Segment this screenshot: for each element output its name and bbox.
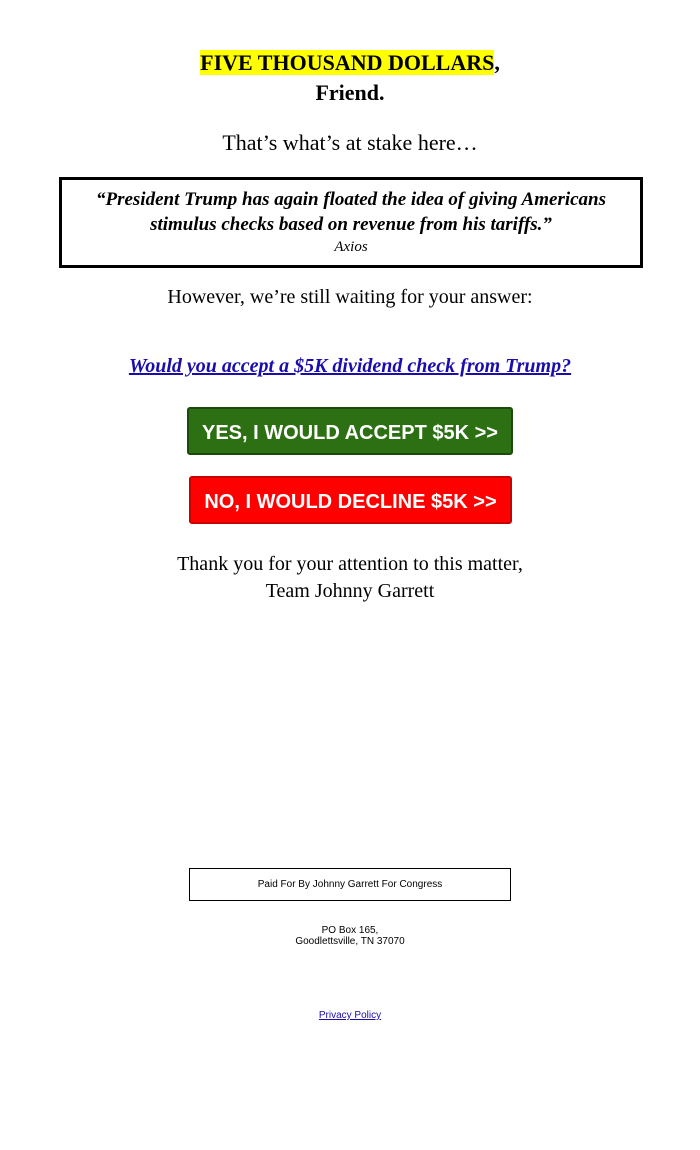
- privacy-policy-link[interactable]: Privacy Policy: [318, 1010, 382, 1021]
- paid-for-box: Paid For By Johnny Garrett For Congress: [189, 868, 511, 901]
- signoff-line1: Thank you for your attention to this matter,: [177, 553, 523, 575]
- accept-button[interactable]: YES, I WOULD ACCEPT $5K >>: [187, 407, 513, 455]
- headline-line2: Friend.: [315, 80, 385, 105]
- stake-text: That’s what’s at stake here…: [222, 130, 478, 155]
- headline-line1: [0, 48, 700, 78]
- headline-highlight: FIVE THOUSAND DOLLARS: [200, 50, 495, 75]
- address-line2: Goodlettsville, TN 37070: [295, 936, 405, 947]
- quote-source: Axios: [334, 239, 368, 255]
- quote-box: [59, 177, 643, 268]
- question-container: [0, 352, 700, 380]
- headline: [0, 48, 700, 108]
- signoff: [0, 551, 700, 605]
- quote-text: “President Trump has again floated the idea of giving Americans stimulus checks based on revenue from his tariffs.”: [95, 189, 607, 235]
- question-link[interactable]: Would you accept a $5K dividend check from Trump?: [128, 355, 572, 377]
- privacy-container: [0, 1009, 700, 1023]
- signoff-line2: Team Johnny Garrett: [265, 580, 435, 602]
- mailing-address: [0, 925, 700, 947]
- decline-button[interactable]: NO, I WOULD DECLINE $5K >>: [189, 476, 512, 524]
- address-line1: PO Box 165,: [321, 925, 379, 936]
- waiting-text: However, we’re still waiting for your answer:: [167, 286, 533, 308]
- headline-comma: ,: [494, 50, 500, 75]
